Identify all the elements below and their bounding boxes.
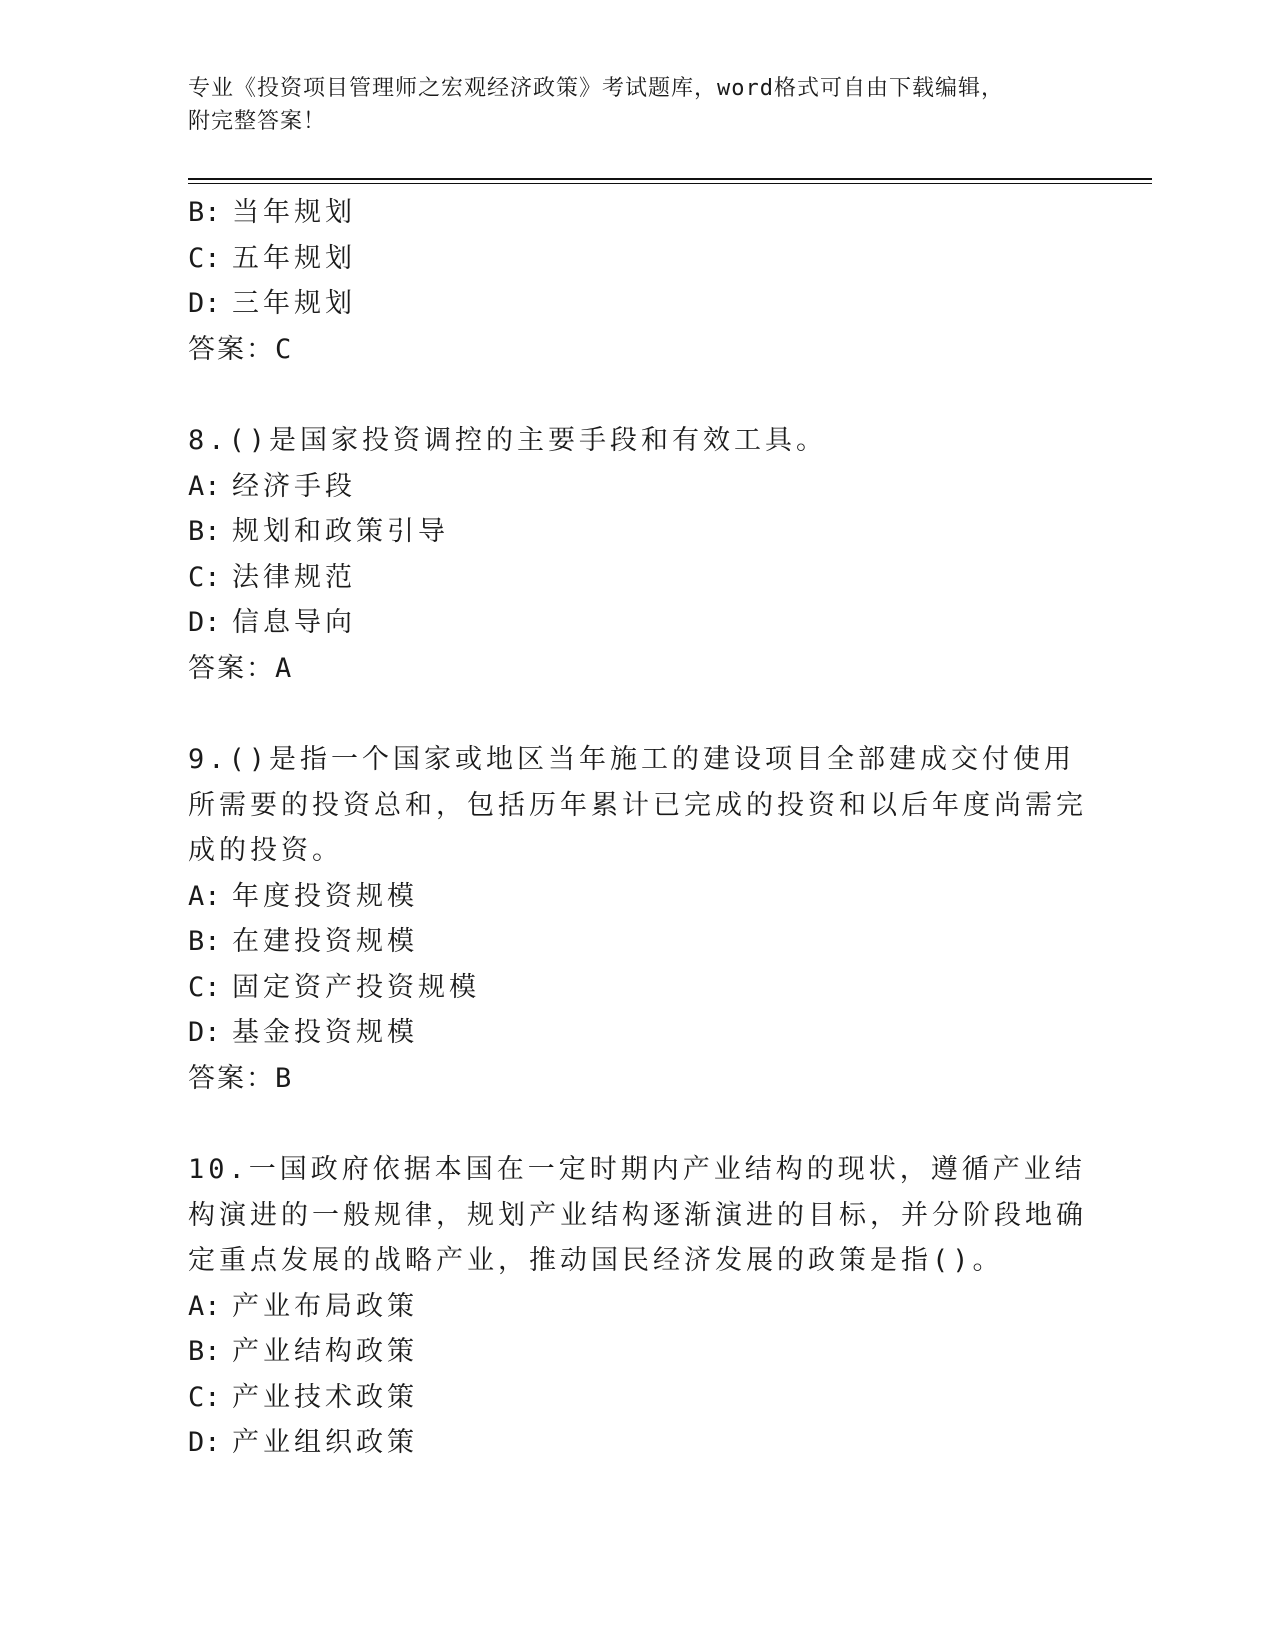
question-stem: 10.一国政府依据本国在一定时期内产业结构的现状，遵循产业结构演进的一般规律，规划产业结构逐渐演进的目标，并分阶段地确定重点发展的战略产业，推动国民经济发展的政策是指()。 [188,1154,1087,1276]
option-a: A: 年度投资规模 [188,880,418,912]
option-c: C: 固定资产投资规模 [188,971,480,1003]
option-d: D: 基金投资规模 [188,1017,418,1048]
option-a: A: 产业布局政策 [188,1290,418,1322]
option-b: B: 在建投资规模 [188,926,418,957]
option-b: B: 产业结构政策 [188,1336,418,1367]
question-8 [188,418,1088,691]
header-divider-thin [188,183,1152,184]
option-c: C: 产业技术政策 [188,1381,418,1413]
option-b: B: 当年规划 [188,197,356,228]
answer: 答案：A [188,652,294,684]
option-d: D: 信息导向 [188,607,356,638]
document-header [188,72,1088,138]
question-list [188,190,1088,1466]
option-c: C: 五年规划 [188,242,356,274]
option-d: D: 三年规划 [188,288,356,319]
option-d: D: 产业组织政策 [188,1427,418,1458]
question-stem: 8.()是国家投资调控的主要手段和有效工具。 [188,425,828,456]
option-b: B: 规划和政策引导 [188,516,449,547]
header-divider [188,178,1152,180]
question-7 [188,190,1088,372]
question-10 [188,1147,1088,1466]
answer: 答案：B [188,1062,294,1094]
option-a: A: 经济手段 [188,470,356,502]
answer: 答案：C [188,333,294,365]
header-line-2: 附完整答案！ [188,109,327,134]
header-line-1: 专业《投资项目管理师之宏观经济政策》考试题库，word格式可自由下载编辑， [188,76,1004,101]
question-stem: 9.()是指一个国家或地区当年施工的建设项目全部建成交付使用所需要的投资总和，包括历年累计已完成的投资和以后年度尚需完成的投资。 [188,744,1087,866]
option-c: C: 法律规范 [188,561,356,593]
question-9 [188,737,1088,1101]
